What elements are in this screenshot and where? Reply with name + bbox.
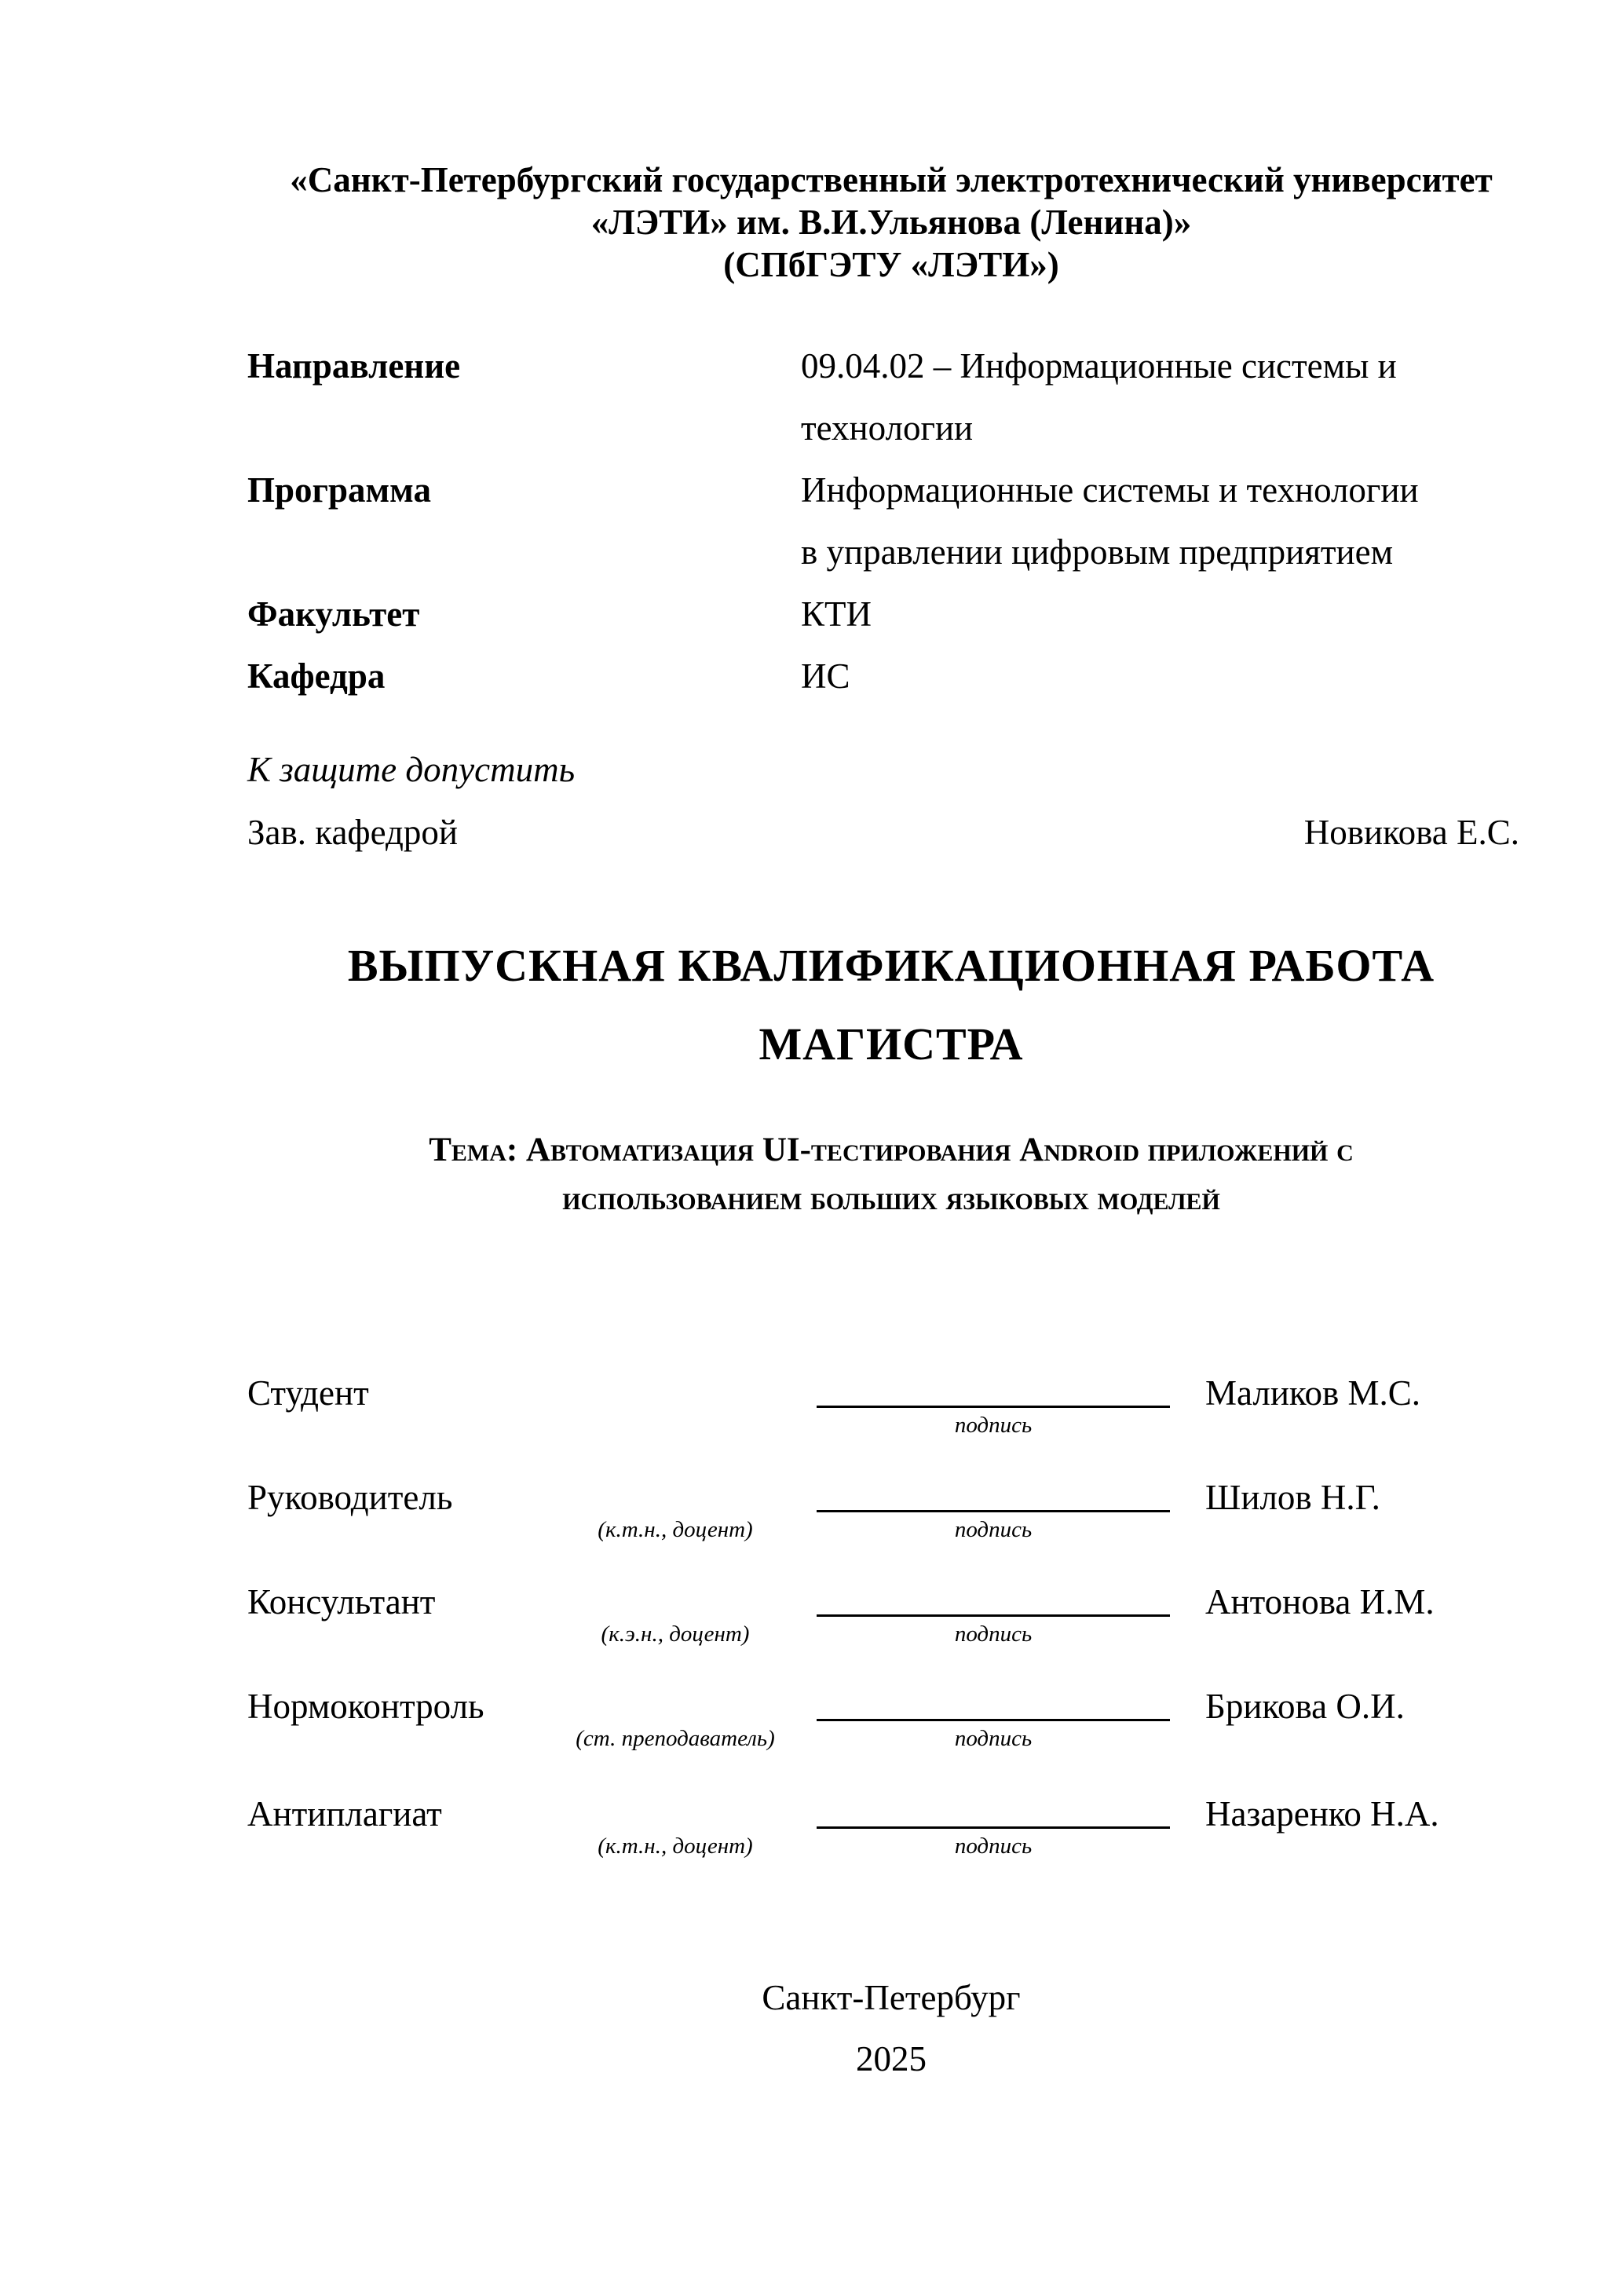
field-department-label: Кафедра — [247, 656, 386, 696]
signature-row-student — [247, 1373, 1535, 1467]
field-direction-value-line-2: технологии — [801, 408, 974, 448]
field-direction-value-line-1: 09.04.02 – Информационные системы и — [801, 346, 1397, 386]
signature-caption: подпись — [954, 1726, 1033, 1751]
field-program-value-line-1: Информационные системы и технологии — [801, 470, 1419, 510]
field-faculty-value-line: КТИ — [801, 594, 872, 634]
main-title-line-1: ВЫПУСКНАЯ КВАЛИФИКАЦИОННАЯ РАБОТА — [347, 940, 1435, 991]
signature-row-normcontrol — [247, 1686, 1535, 1780]
signature-role: Консультант — [247, 1582, 436, 1621]
university-name-line-3: (СПбГЭТУ «ЛЭТИ») — [723, 245, 1059, 284]
signature-role: Нормоконтроль — [247, 1687, 484, 1726]
signature-role: Руководитель — [247, 1478, 453, 1517]
university-header — [247, 159, 1535, 286]
signature-name: Антонова И.М. — [1205, 1582, 1435, 1621]
thesis-fields — [247, 335, 1535, 707]
thesis-theme-line-1: Тема: Автоматизация UI-тестирования Android приложений с — [429, 1132, 1354, 1168]
field-faculty — [247, 583, 1535, 645]
university-name-line-1: «Санкт-Петербургский государственный электротехнический университет — [290, 160, 1493, 199]
thesis-theme-line-2: использованием больших языковых моделей — [562, 1180, 1220, 1217]
signature-name: Назаренко Н.А. — [1205, 1794, 1439, 1834]
signature-row-consultant — [247, 1581, 1535, 1676]
signature-role: Студент — [247, 1373, 369, 1413]
field-program-value — [801, 459, 1535, 583]
signature-caption: подпись — [954, 1413, 1033, 1438]
signature-caption: подпись — [954, 1621, 1033, 1647]
signature-name: Маликов М.С. — [1205, 1373, 1421, 1413]
main-title-line-2: МАГИСТРА — [758, 1018, 1024, 1069]
signature-line — [817, 1406, 1170, 1408]
admission-phrase: К защите допустить — [247, 750, 576, 789]
signature-caption: подпись — [954, 1517, 1033, 1542]
signature-qualification: (ст. преподаватель) — [576, 1726, 775, 1751]
field-faculty-value — [801, 583, 1535, 645]
field-department-value-line: ИС — [801, 656, 850, 696]
department-head-name: Новикова Е.С. — [1303, 813, 1519, 852]
department-head-label: Зав. кафедрой — [247, 813, 458, 852]
signature-qualification: (к.т.н., доцент) — [598, 1517, 753, 1542]
field-direction-label: Направление — [247, 346, 461, 386]
signature-role: Антиплагиат — [247, 1794, 442, 1834]
field-direction — [247, 335, 1535, 459]
field-department-value — [801, 645, 1535, 707]
field-department — [247, 645, 1535, 707]
signature-caption: подпись — [954, 1834, 1033, 1859]
university-name-line-2: «ЛЭТИ» им. В.И.Ульянова (Ленина)» — [590, 203, 1192, 242]
signature-line — [817, 1826, 1170, 1829]
field-program-value-line-2: в управлении цифровым предприятием — [801, 532, 1394, 572]
field-direction-value — [801, 335, 1535, 459]
field-faculty-label: Факультет — [247, 594, 420, 634]
signature-qualification: (к.э.н., доцент) — [601, 1621, 750, 1647]
signature-qualification: (к.т.н., доцент) — [598, 1834, 753, 1859]
signature-line — [817, 1614, 1170, 1617]
footer — [247, 1967, 1535, 2089]
footer-city: Санкт-Петербург — [762, 1978, 1021, 2017]
thesis-theme — [247, 1126, 1535, 1223]
department-head-row — [247, 810, 1535, 854]
signature-name: Шилов Н.Г. — [1205, 1478, 1380, 1517]
signature-row-antiplagiarism — [247, 1793, 1535, 1888]
field-program — [247, 459, 1535, 583]
signature-line — [817, 1510, 1170, 1512]
signature-name: Брикова О.И. — [1205, 1687, 1405, 1726]
main-title — [247, 927, 1535, 1084]
signature-row-supervisor — [247, 1477, 1535, 1571]
footer-year: 2025 — [856, 2039, 927, 2078]
signature-line — [817, 1719, 1170, 1721]
field-program-label: Программа — [247, 470, 431, 510]
